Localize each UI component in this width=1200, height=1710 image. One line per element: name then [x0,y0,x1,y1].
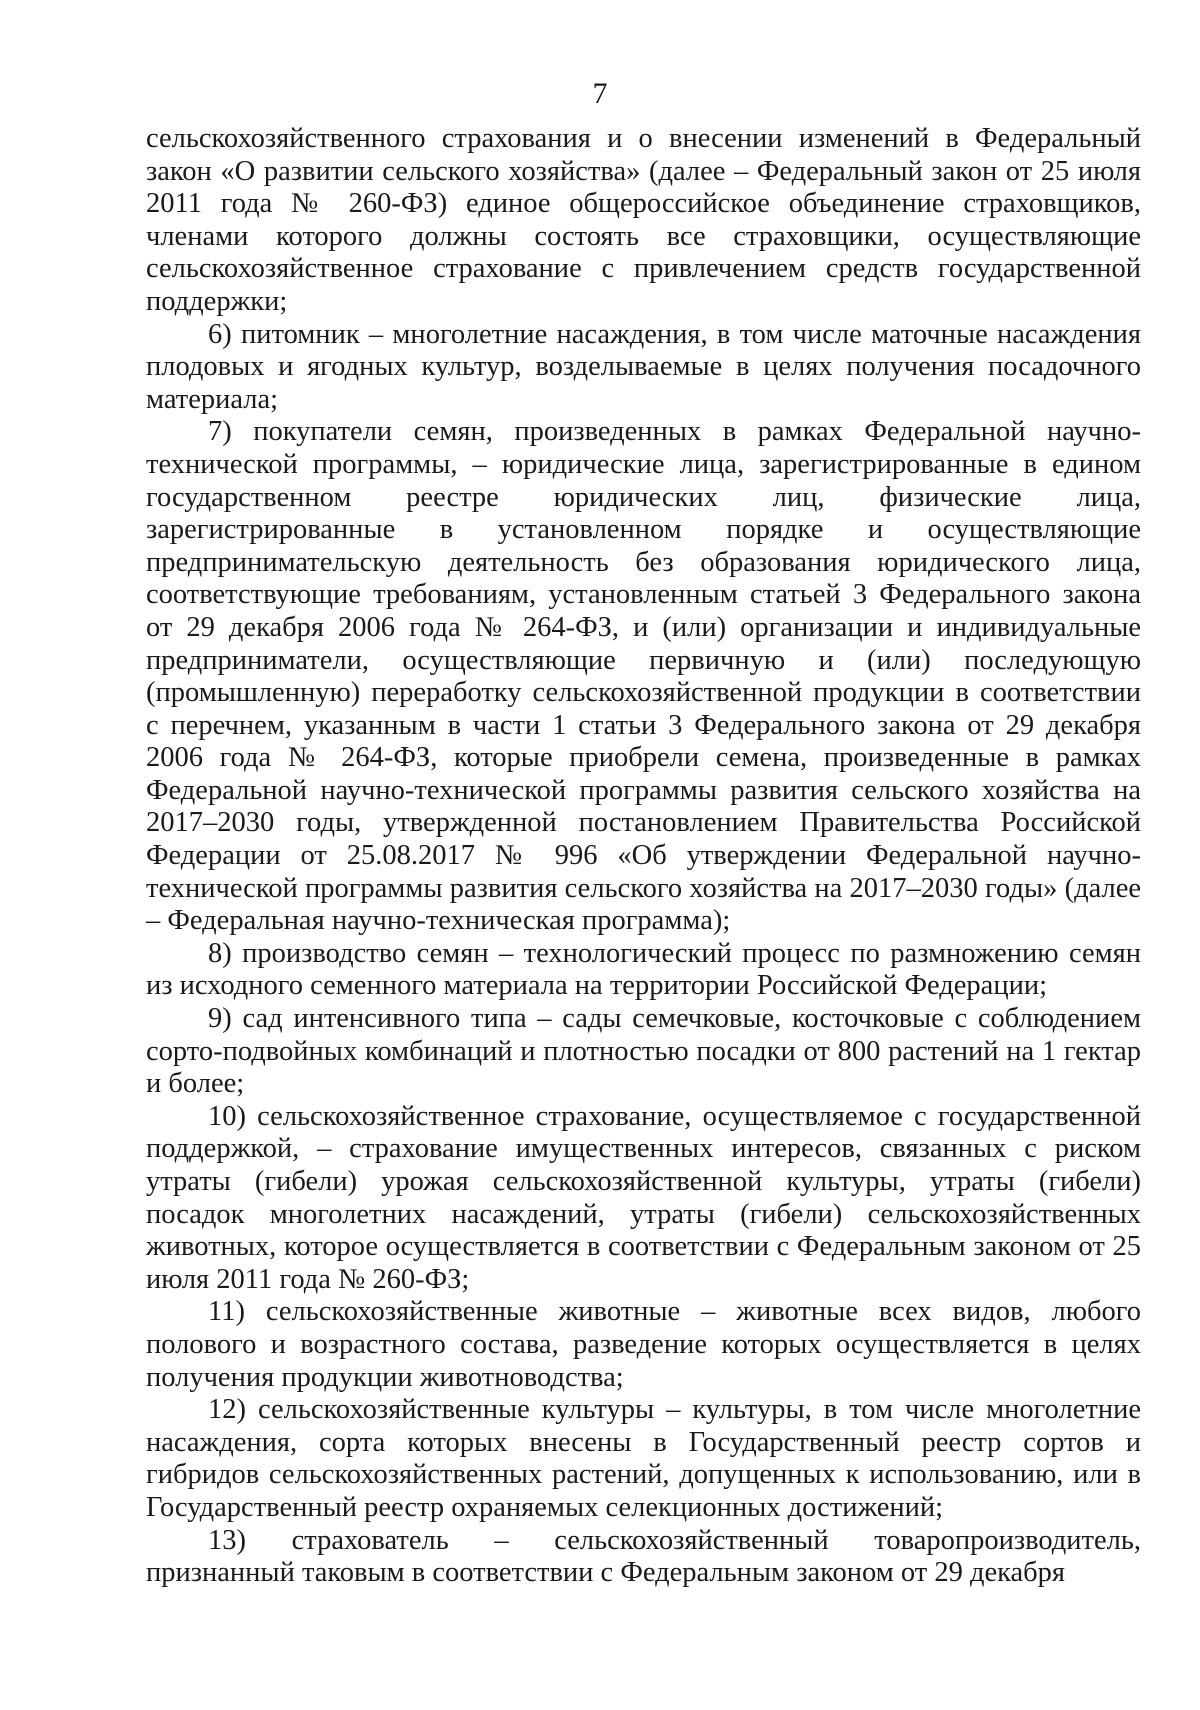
paragraph-item-9: 9) сад интенсивного типа – сады семечковые, косточковые с соблюдением сорто-подвойных комбинаций и плотностью посадки от 800 растений на 1 гектар и более; [146,1003,1141,1100]
paragraph-continuation: сельскохозяйственного страхования и о внесении изменений в Федеральный закон «О развитии сельского хозяйства» (далее – Федеральный закон от 25 июля 2011 года № 260-ФЗ) единое общероссийское объединение страховщиков, членами которого должны состоять все страховщики, осуществляющие сельскохозяйственное страхование с привлечением средств государственной поддержки; [146,123,1141,317]
paragraph-item-6: 6) питомник – многолетние насаждения, в том числе маточные насаждения плодовых и ягодных культур, возделываемые в целях получения посадочного материала; [146,318,1141,415]
paragraph-item-7: 7) покупатели семян, произведенных в рамках Федеральной научно-технической программы, – юридические лица, зарегистрированные в едином государственном реестре юридических лиц, физические лица, зарегистрированные в установленном порядке и осуществляющие предпринимательскую деятельность без образования юридического лица, соответствующие требованиям, установленным статьей 3 Федерального закона от 29 декабря 2006 года № 264-ФЗ, и (или) организации и индивидуальные предприниматели, осуществляющие первичную и (или) последующую (промышленную) переработку сельскохозяйственной продукции в соответствии с перечнем, указанным в части 1 статьи 3 Федерального закона от 29 декабря 2006 года № 264-ФЗ, которые приобрели семена, произведенные в рамках Федеральной научно-технической программы развития сельского хозяйства на 2017–2030 годы, утвержденной постановлением Правительства Российской Федерации от 25.08.2017 № 996 «Об утверждении Федеральной научно-технической программы развития сельского хозяйства на 2017–2030 годы» (далее – Федеральная научно-техническая программа); [146,416,1141,937]
paragraph-item-11: 11) сельскохозяйственные животные – животные всех видов, любого полового и возрастного состава, разведение которых осуществляется в целях получения продукции животноводства; [146,1296,1141,1393]
paragraph-item-8: 8) производство семян – технологический процесс по размножению семян из исходного семенного материала на территории Российской Федерации; [146,937,1141,1002]
paragraph-item-13: 13) страхователь – сельскохозяйственный товаропроизводитель, признанный таковым в соответствии с Федеральным законом от 29 декабря [146,1524,1141,1589]
page-number: 7 [592,77,608,110]
paragraph-item-10: 10) сельскохозяйственное страхование, осуществляемое с государственной поддержкой, – страхование имущественных интересов, связанных с риском утраты (гибели) урожая сельскохозяйственной культуры, утраты (гибели) посадок многолетних насаждений, утраты (гибели) сельскохозяйственных животных, которое осуществляется в соответствии с Федеральным законом от 25 июля 2011 года № 260-ФЗ; [146,1100,1141,1295]
paragraph-item-12: 12) сельскохозяйственные культуры – культуры, в том числе многолетние насаждения, сорта которых внесены в Государственный реестр сортов и гибридов сельскохозяйственных растений, допущенных к использованию, или в Государственный реестр охраняемых селекционных достижений; [146,1394,1141,1523]
document-body [146,123,1141,1590]
